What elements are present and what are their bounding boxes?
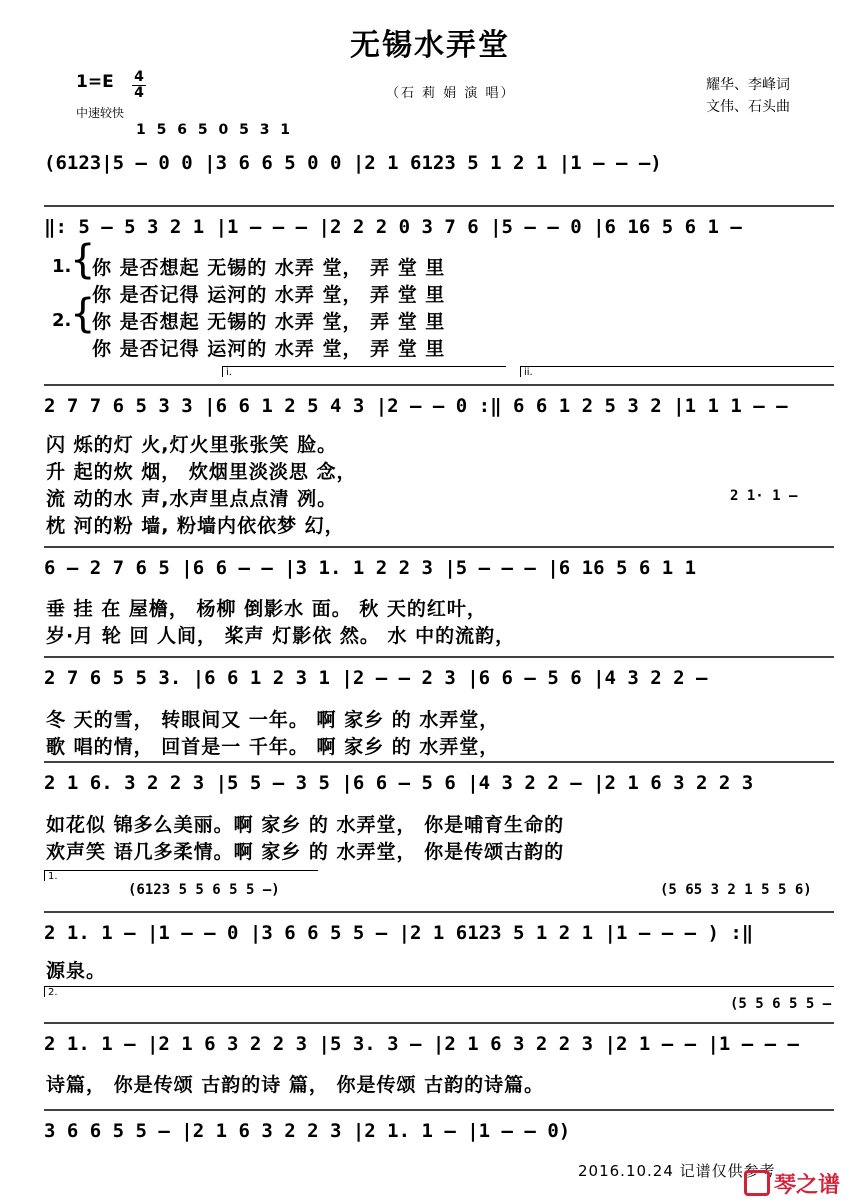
tempo-marking: 中速较快 xyxy=(76,106,125,120)
score-line-2: ‖: 5 – 5 3 2 1 |1 – – – |2 2 2 0 3 7 6 |5 – – 0 |6 16 5 6 1 – xyxy=(44,216,742,238)
lyric-e-1: 如花似 锦多么美丽。啊 家乡 的 水弄堂， 你是哺育生命的 xyxy=(46,814,565,836)
lyric-b-2: 升 起的炊 烟， 炊烟里淡淡思 念， xyxy=(46,461,357,483)
score-line-7: 2 1. 1 – |1 – – 0 |3 6 6 5 5 – |2 1 6123 5 1 2 1 |1 – – – ) :‖ xyxy=(44,922,754,944)
brand-logo-icon xyxy=(744,1170,770,1196)
footer-note: 2016.10.24 记谱仅供参考 xyxy=(578,1162,776,1180)
pre-notes: 1 5 6 5 0 5 3 1 xyxy=(136,122,294,138)
lyric-a-1: 你 是否想起 无锡的 水弄 堂， 弄 堂 里 xyxy=(92,257,446,279)
score-line-1: (6123|5 – 0 0 |3 6 6 5 0 0 |2 1 6123 5 1 2 1 |1 – – –) xyxy=(44,152,662,174)
key-signature: 1=E xyxy=(76,72,114,92)
lyric-b-1: 闪 烁的灯 火,灯火里张张笑 脸。 xyxy=(46,434,338,456)
lyric-e-2: 欢声笑 语几多柔情。啊 家乡 的 水弄堂， 你是传颂古韵的 xyxy=(46,841,565,863)
lyric-b-3: 流 动的水 声,水声里点点清 冽。 xyxy=(46,488,338,510)
score-line-8: 2 1. 1 – |2 1 6 3 2 2 3 |5 3. 3 – |2 1 6 3 2 2 3 |2 1 – – |1 – – – xyxy=(44,1033,799,1055)
ending-first: 1. xyxy=(44,870,318,881)
brand-name: 琴之谱 xyxy=(774,1173,841,1198)
verse-label-1: 1. xyxy=(52,256,72,277)
verse-label-2: 2. xyxy=(52,310,72,331)
lyric-d-1: 冬 天的雪， 转眼间又 一年。 啊 家乡 的 水弄堂， xyxy=(46,709,500,731)
lyric-b-4: 枕 河的粉 墙, 粉墙内依依梦 幻， xyxy=(46,515,345,537)
brace-2: { xyxy=(70,291,96,337)
song-title: 无锡水弄堂 xyxy=(350,28,510,63)
singer-credit: （石 莉 娟 演 唱） xyxy=(386,86,516,101)
aux-notes-c1: (5 5 6 5 5 – xyxy=(730,996,832,1012)
brand-watermark xyxy=(744,1168,840,1199)
lyric-a-2: 你 是否记得 运河的 水弄 堂， 弄 堂 里 xyxy=(92,284,446,306)
aux-notes-b2: (5 65 3 2 1 5 5 6) xyxy=(660,882,812,898)
volta-second: ii. xyxy=(520,366,834,377)
lyric-g: 诗篇， 你是传颂 古韵的诗 篇， 你是传颂 古韵的诗篇。 xyxy=(46,1074,545,1096)
lyric-c-2: 岁·月 轮 回 人间， 桨声 灯影依 然。 水 中的流韵， xyxy=(46,625,516,647)
score-line-5: 2 7 6 5 5 3. |6 6 1 2 3 1 |2 – – 2 3 |6 6 – 5 6 |4 3 2 2 – xyxy=(44,667,708,689)
lyric-c-1: 垂 挂 在 屋檐， 杨柳 倒影水 面。 秋 天的红叶， xyxy=(46,598,487,620)
composer-credit: 文伟、石头曲 xyxy=(706,99,790,115)
score-line-9: 3 6 6 5 5 – |2 1 6 3 2 2 3 |2 1. 1 – |1 – – 0) xyxy=(44,1120,571,1142)
aux-notes-a1: 2 1· 1 – xyxy=(730,488,798,504)
lyric-a-3: 你 是否想起 无锡的 水弄 堂， 弄 堂 里 xyxy=(92,311,446,333)
brace-1: { xyxy=(70,237,96,283)
score-line-4: 6 – 2 7 6 5 |6 6 – – |3 1. 1 2 2 3 |5 – – – |6 16 5 6 1 1 xyxy=(44,557,697,579)
time-sig-denominator: 4 xyxy=(134,85,144,101)
lyric-a-4: 你 是否记得 运河的 水弄 堂， 弄 堂 里 xyxy=(92,338,446,360)
aux-notes-b1: (6123 5 5 6 5 5 –) xyxy=(128,882,280,898)
score-line-3: 2 7 7 6 5 3 3 |6 6 1 2 5 4 3 |2 – – 0 :‖ 6 6 1 2 5 3 2 |1 1 1 – – xyxy=(44,395,788,417)
time-sig-numerator: 4 xyxy=(134,69,144,85)
volta-first: i. xyxy=(222,366,506,377)
lyric-d-2: 歌 唱的情， 回首是一 千年。 啊 家乡 的 水弄堂， xyxy=(46,736,500,758)
ending-second: 2. xyxy=(44,986,834,997)
score-line-6: 2 1 6. 3 2 2 3 |5 5 – 3 5 |6 6 – 5 6 |4 3 2 2 – |2 1 6 3 2 2 3 xyxy=(44,772,754,794)
lyricist-credit: 耀华、李峰词 xyxy=(706,77,790,93)
lyric-f: 源泉。 xyxy=(46,960,107,982)
